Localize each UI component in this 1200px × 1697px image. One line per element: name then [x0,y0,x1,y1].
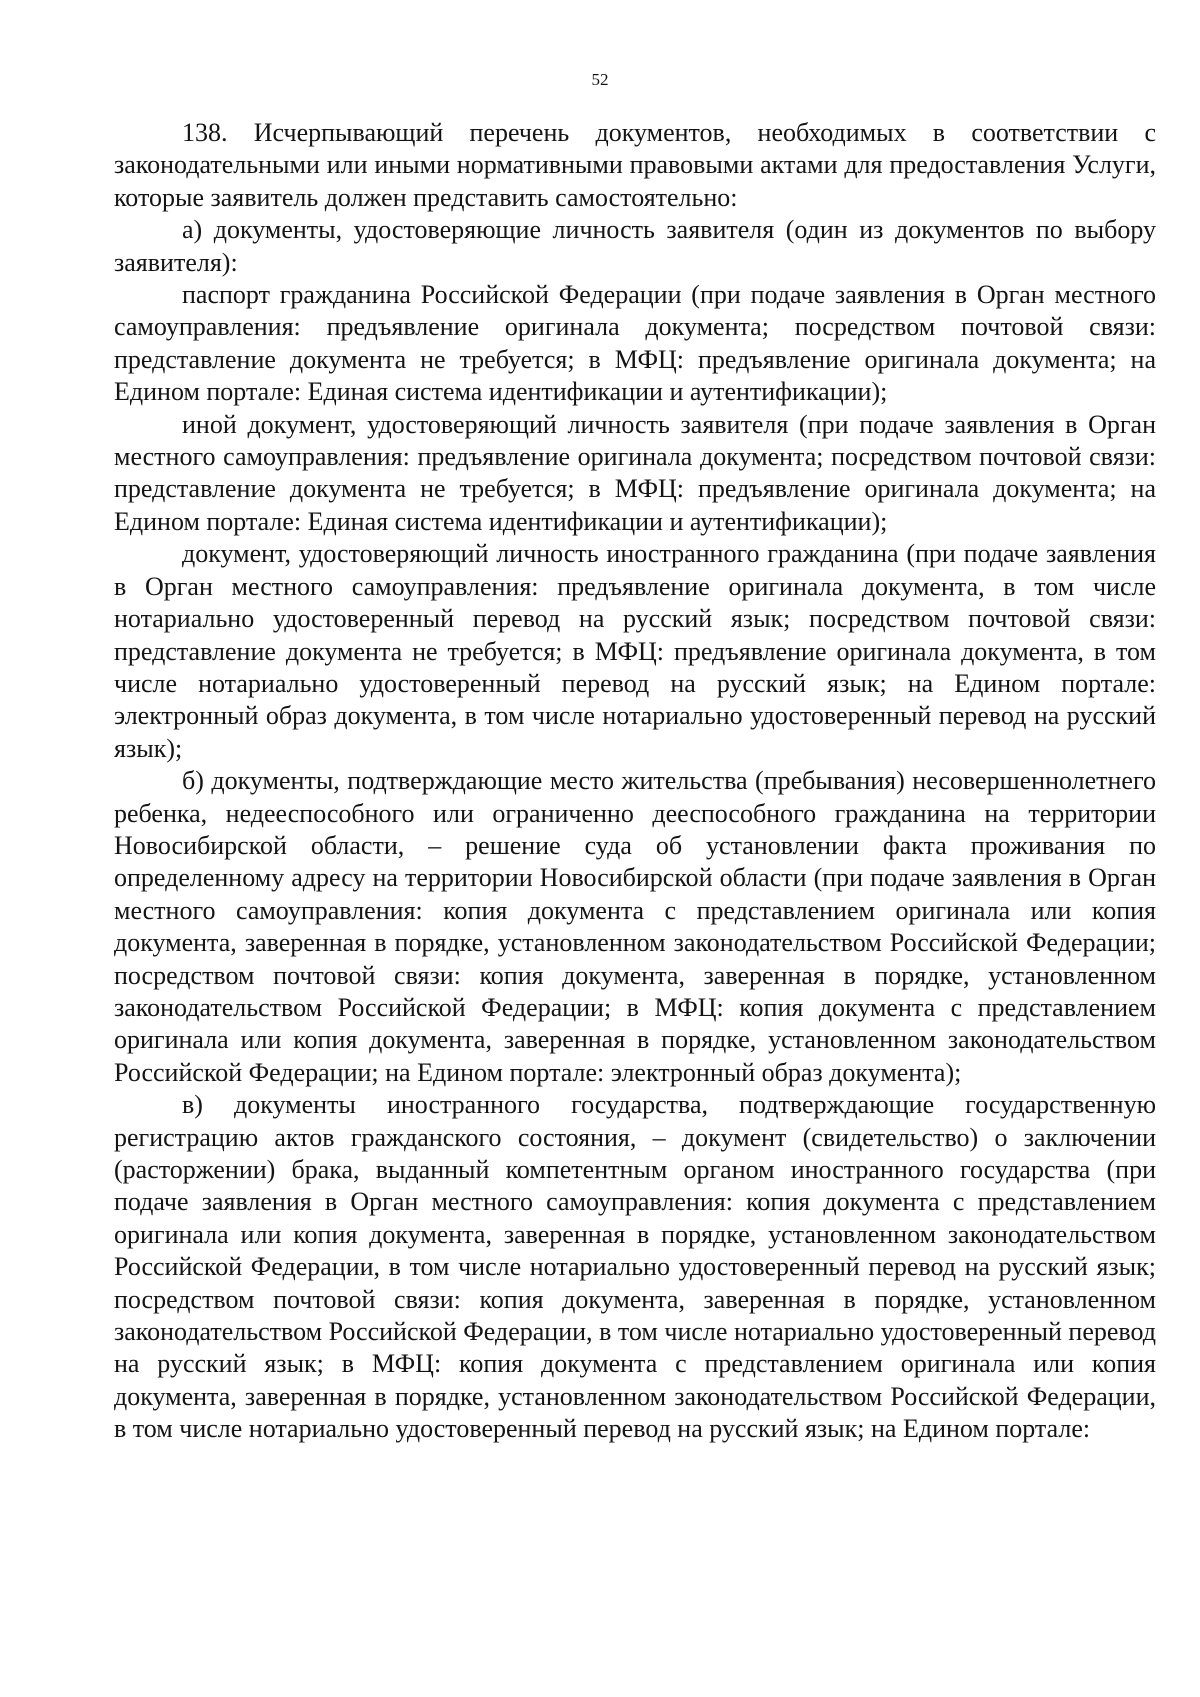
document-body [114,117,1156,1446]
paragraph-item-138: 138. Исчерпывающий перечень документов, необходимых в соответствии с законодательными или иными нормативными правовыми актами для предоставления Услуги, которые заявитель должен представить самостоятельно: [114,118,1156,212]
paragraph-other-id-document: иной документ, удостоверяющий личность заявителя (при подаче заявления в Орган местного самоуправления: предъявление оригинала документа; посредством почтовой связи: представление документа не требуется; в МФЦ: предъявление оригинала документа; на Едином портале: Единая система идентификации и аутентификации); [114,409,1156,536]
paragraph-subitem-a: а) документы, удостоверяющие личность заявителя (один из документов по выбору заявителя): [114,215,1156,277]
paragraph-subitem-v: в) документы иностранного государства, подтверждающие государственную регистрацию актов гражданского состояния, – документ (свидетельство) о заключении (расторжении) брака, выданный компетентным органом иностранного государства (при подаче заявления в Орган местного самоуправления: копия документа с представлением оригинала или копия документа, заверенная в порядке, установленном законодательством Российской Федерации, в том числе нотариально удостоверенный перевод на русский язык; посредством почтовой связи: копия документа, заверенная в порядке, установленном законодательством Российской Федерации, в том числе нотариально удостоверенный перевод на русский язык; в МФЦ: копия документа с представлением оригинала или копия документа, заверенная в порядке, установленном законодательством Российской Федерации, в том числе нотариально удостоверенный перевод на русский язык; на Едином портале: [114,1090,1156,1444]
page-number: 52 [591,70,609,89]
paragraph-passport: паспорт гражданина Российской Федерации (при подаче заявления в Орган местного самоуправления: предъявление оригинала документа; посредством почтовой связи: представление документа не требуется; в МФЦ: предъявление оригинала документа; на Едином портале: Единая система идентификации и аутентификации); [114,280,1156,407]
paragraph-subitem-b: б) документы, подтверждающие место жительства (пребывания) несовершеннолетнего ребенка, недееспособного или ограниченно дееспособного гражданина на территории Новосибирской области, – решение суда об установлении факта проживания по определенному адресу на территории Новосибирской области (при подаче заявления в Орган местного самоуправления: копия документа с представлением оригинала или копия документа, заверенная в порядке, установленном законодательством Российской Федерации; посредством почтовой связи: копия документа, заверенная в порядке, установленном законодательством Российской Федерации; в МФЦ: копия документа с представлением оригинала или копия документа, заверенная в порядке, установленном законодательством Российской Федерации; на Едином портале: электронный образ документа); [114,766,1156,1087]
paragraph-foreign-citizen-id: документ, удостоверяющий личность иностранного гражданина (при подаче заявления в Орган местного самоуправления: предъявление оригинала документа, в том числе нотариально удостоверенный перевод на русский язык; посредством почтовой связи: представление документа не требуется; в МФЦ: предъявление оригинала документа, в том числе нотариально удостоверенный перевод на русский язык; на Едином портале: электронный образ документа, в том числе нотариально удостоверенный перевод на русский язык); [114,539,1156,763]
